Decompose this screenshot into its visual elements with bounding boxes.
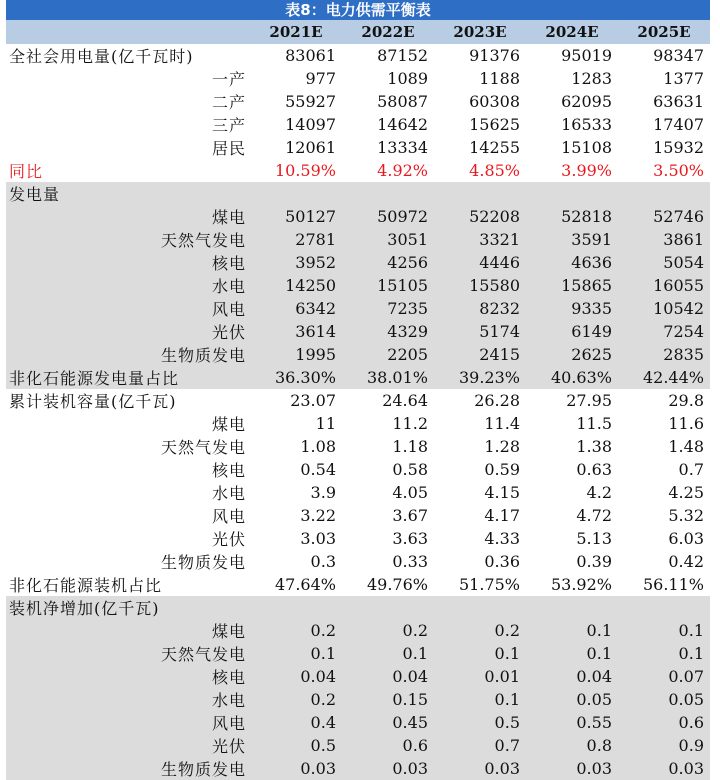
row-value-2022E: 3.63 — [392, 529, 428, 548]
row-value-2022E: 0.33 — [392, 552, 428, 571]
row-value-2023E: 0.03 — [434, 757, 526, 780]
row-label: 同比 — [9, 162, 44, 181]
row-value-2022E: 87152 — [377, 46, 428, 65]
row-value-2025E: 29.8 — [668, 391, 704, 410]
row-value-2025E: 5054 — [618, 251, 710, 274]
row-value-2025E: 0.1 — [618, 619, 710, 642]
row-value-2025E: 4.25 — [668, 483, 704, 502]
row-value-2022E — [342, 182, 434, 205]
row-value-2024E: 16533 — [561, 115, 612, 134]
row-value-2022E: 58087 — [377, 92, 428, 111]
table-row — [6, 44, 710, 67]
row-value-2025E: 0.6 — [618, 711, 710, 734]
row-value-2021E: 0.1 — [250, 642, 342, 665]
table-row — [6, 320, 710, 343]
row-value-2024E: 0.55 — [526, 711, 618, 734]
row-value-2021E: 0.04 — [250, 665, 342, 688]
row-value-2021E: 23.07 — [290, 391, 336, 410]
row-label: 光伏 — [211, 530, 246, 549]
row-value-2021E — [250, 182, 342, 205]
row-label: 生物质发电 — [6, 757, 250, 780]
row-value-2023E: 0.59 — [484, 460, 520, 479]
row-value-2022E: 0.1 — [342, 642, 434, 665]
row-value-2024E: 1283 — [571, 69, 612, 88]
row-label: 发电量 — [6, 182, 250, 205]
table-row — [6, 90, 710, 113]
row-value-2021E: 0.3 — [310, 552, 336, 571]
row-value-2021E: 47.64% — [274, 575, 336, 594]
table-row — [6, 757, 710, 780]
row-value-2024E: 0.63 — [576, 460, 612, 479]
row-value-2022E: 4256 — [342, 251, 434, 274]
row-label: 天然气发电 — [160, 438, 246, 457]
table-row — [6, 389, 710, 412]
row-value-2023E: 4.15 — [484, 483, 520, 502]
row-value-2021E: 0.4 — [250, 711, 342, 734]
row-value-2024E: 4636 — [526, 251, 618, 274]
table-row — [6, 596, 710, 619]
row-value-2025E: 17407 — [653, 115, 704, 134]
row-value-2023E: 39.23% — [434, 366, 526, 389]
row-value-2021E: 55927 — [285, 92, 336, 111]
row-value-2021E: 36.30% — [250, 366, 342, 389]
table-row — [6, 412, 710, 435]
table-row — [6, 642, 710, 665]
row-value-2021E: 0.2 — [250, 619, 342, 642]
row-value-2024E — [526, 182, 618, 205]
row-value-2021E: 977 — [305, 69, 336, 88]
table-row — [6, 504, 710, 527]
row-label: 三产 — [211, 116, 246, 135]
row-value-2022E: 0.15 — [342, 688, 434, 711]
table-row — [6, 159, 710, 182]
row-label: 一产 — [211, 70, 246, 89]
row-value-2022E: 13334 — [377, 138, 428, 157]
header-cell-label — [6, 20, 250, 44]
row-value-2023E: 2415 — [434, 343, 526, 366]
row-value-2024E: 5.13 — [576, 529, 612, 548]
row-value-2022E: 7235 — [342, 297, 434, 320]
row-value-2024E: 95019 — [561, 46, 612, 65]
table-row — [6, 297, 710, 320]
row-value-2025E: 63631 — [653, 92, 704, 111]
table-row — [6, 136, 710, 159]
row-value-2022E: 49.76% — [366, 575, 428, 594]
row-value-2025E: 0.7 — [678, 460, 704, 479]
row-value-2023E: 14255 — [469, 138, 520, 157]
row-value-2023E: 52208 — [434, 205, 526, 228]
row-value-2024E: 53.92% — [550, 575, 612, 594]
power-balance-table-frame — [6, 0, 710, 779]
row-value-2025E: 0.42 — [668, 552, 704, 571]
row-value-2021E: 3.9 — [310, 483, 336, 502]
row-value-2021E: 10.59% — [274, 161, 336, 180]
row-value-2023E: 0.1 — [434, 642, 526, 665]
row-value-2024E: 11.5 — [576, 414, 612, 433]
row-value-2022E: 38.01% — [342, 366, 434, 389]
row-value-2023E: 5174 — [434, 320, 526, 343]
row-value-2023E: 8232 — [434, 297, 526, 320]
row-value-2021E: 83061 — [285, 46, 336, 65]
row-value-2024E: 3.99% — [561, 161, 612, 180]
row-value-2025E: 0.1 — [618, 642, 710, 665]
header-cell-2024: 2024E — [526, 20, 618, 44]
row-value-2021E: 1.08 — [300, 437, 336, 456]
row-label: 天然气发电 — [6, 228, 250, 251]
row-value-2021E: 50127 — [250, 205, 342, 228]
table-row — [6, 573, 710, 596]
row-label: 非化石能源装机占比 — [9, 576, 163, 595]
row-value-2022E: 50972 — [342, 205, 434, 228]
table-row — [6, 458, 710, 481]
row-value-2024E: 9335 — [526, 297, 618, 320]
table-row — [6, 665, 710, 688]
row-value-2022E: 24.64 — [382, 391, 428, 410]
header-cell-2021: 2021E — [250, 20, 342, 44]
row-value-2022E: 4.92% — [377, 161, 428, 180]
row-value-2024E: 2625 — [526, 343, 618, 366]
row-value-2022E: 0.04 — [342, 665, 434, 688]
row-value-2022E: 11.2 — [392, 414, 428, 433]
row-value-2024E: 4.72 — [576, 506, 612, 525]
row-value-2023E: 0.7 — [434, 734, 526, 757]
table-row — [6, 734, 710, 757]
row-value-2021E: 1995 — [250, 343, 342, 366]
header-cell-2022: 2022E — [342, 20, 434, 44]
row-value-2022E: 3.67 — [392, 506, 428, 525]
row-value-2024E: 0.8 — [526, 734, 618, 757]
row-value-2023E: 60308 — [469, 92, 520, 111]
row-label: 水电 — [6, 274, 250, 297]
header-row — [6, 20, 710, 44]
row-value-2024E: 4.2 — [586, 483, 612, 502]
row-value-2022E: 4329 — [342, 320, 434, 343]
row-value-2021E: 0.03 — [250, 757, 342, 780]
row-label: 非化石能源发电量占比 — [6, 366, 250, 389]
row-value-2025E: 0.07 — [618, 665, 710, 688]
row-value-2021E: 2781 — [250, 228, 342, 251]
row-value-2024E: 0.03 — [526, 757, 618, 780]
row-label: 装机净增加(亿千瓦) — [6, 596, 250, 619]
row-label: 核电 — [6, 665, 250, 688]
row-value-2023E: 4.85% — [469, 161, 520, 180]
row-value-2024E: 6149 — [526, 320, 618, 343]
table-row — [6, 366, 710, 389]
table-row — [6, 688, 710, 711]
row-value-2022E: 15105 — [342, 274, 434, 297]
row-value-2023E: 0.01 — [434, 665, 526, 688]
row-value-2025E: 15932 — [653, 138, 704, 157]
row-value-2024E: 0.1 — [526, 619, 618, 642]
row-value-2024E: 15108 — [561, 138, 612, 157]
row-label: 全社会用电量(亿千瓦时) — [9, 47, 194, 66]
row-value-2023E — [434, 182, 526, 205]
row-value-2023E: 15580 — [434, 274, 526, 297]
row-value-2025E: 5.32 — [668, 506, 704, 525]
row-value-2025E: 0.03 — [618, 757, 710, 780]
row-value-2022E: 0.58 — [392, 460, 428, 479]
row-label: 光伏 — [6, 320, 250, 343]
row-value-2024E: 62095 — [561, 92, 612, 111]
row-value-2024E: 52818 — [526, 205, 618, 228]
row-value-2023E: 1188 — [479, 69, 520, 88]
row-value-2022E: 1.18 — [392, 437, 428, 456]
table-title: 表8：电力供需平衡表 — [6, 0, 710, 20]
table-row — [6, 113, 710, 136]
row-value-2021E: 6342 — [250, 297, 342, 320]
row-value-2025E — [618, 182, 710, 205]
table-row — [6, 481, 710, 504]
row-value-2025E: 16055 — [618, 274, 710, 297]
row-value-2024E: 3591 — [526, 228, 618, 251]
row-value-2025E: 52746 — [618, 205, 710, 228]
row-label: 二产 — [211, 93, 246, 112]
row-value-2025E: 7254 — [618, 320, 710, 343]
row-value-2025E: 10542 — [618, 297, 710, 320]
row-value-2024E: 40.63% — [526, 366, 618, 389]
row-label: 核电 — [211, 461, 246, 480]
row-value-2023E: 15625 — [469, 115, 520, 134]
row-value-2023E: 51.75% — [458, 575, 520, 594]
row-value-2025E: 0.05 — [618, 688, 710, 711]
row-value-2024E: 0.39 — [576, 552, 612, 571]
row-value-2021E: 14097 — [285, 115, 336, 134]
row-value-2022E: 14642 — [377, 115, 428, 134]
table-row — [6, 619, 710, 642]
row-value-2022E: 0.6 — [342, 734, 434, 757]
table-body — [6, 44, 710, 780]
row-value-2024E: 0.05 — [526, 688, 618, 711]
row-value-2021E: 3614 — [250, 320, 342, 343]
row-value-2025E: 3.50% — [653, 161, 704, 180]
row-value-2021E: 12061 — [285, 138, 336, 157]
row-label: 风电 — [211, 507, 246, 526]
row-value-2021E: 0.5 — [250, 734, 342, 757]
row-value-2025E: 0.9 — [618, 734, 710, 757]
table-row — [6, 550, 710, 573]
table-row — [6, 527, 710, 550]
row-value-2025E: 2835 — [618, 343, 710, 366]
row-value-2021E: 14250 — [250, 274, 342, 297]
row-value-2022E: 0.03 — [342, 757, 434, 780]
row-value-2023E: 91376 — [469, 46, 520, 65]
row-value-2023E: 26.28 — [474, 391, 520, 410]
row-value-2023E: 4446 — [434, 251, 526, 274]
row-value-2024E: 27.95 — [566, 391, 612, 410]
row-value-2022E — [342, 596, 434, 619]
row-value-2025E: 1377 — [663, 69, 704, 88]
row-value-2023E: 0.1 — [434, 688, 526, 711]
header-cell-2023: 2023E — [434, 20, 526, 44]
row-value-2023E: 11.4 — [484, 414, 520, 433]
row-value-2025E: 11.6 — [668, 414, 704, 433]
row-value-2025E: 98347 — [653, 46, 704, 65]
row-value-2025E: 1.48 — [668, 437, 704, 456]
row-value-2023E: 0.2 — [434, 619, 526, 642]
row-value-2024E — [526, 596, 618, 619]
table-row — [6, 711, 710, 734]
row-value-2023E: 1.28 — [484, 437, 520, 456]
row-label: 累计装机容量(亿千瓦) — [9, 392, 177, 411]
row-value-2025E: 6.03 — [668, 529, 704, 548]
row-value-2023E: 4.17 — [484, 506, 520, 525]
table-row — [6, 343, 710, 366]
row-value-2023E: 0.36 — [484, 552, 520, 571]
row-value-2021E: 3952 — [250, 251, 342, 274]
row-value-2024E: 15865 — [526, 274, 618, 297]
table-row — [6, 228, 710, 251]
row-value-2022E: 0.2 — [342, 619, 434, 642]
row-value-2023E — [434, 596, 526, 619]
row-label: 煤电 — [211, 415, 246, 434]
row-value-2021E: 3.03 — [300, 529, 336, 548]
row-value-2022E: 3051 — [342, 228, 434, 251]
row-value-2022E: 0.45 — [342, 711, 434, 734]
row-value-2025E: 56.11% — [642, 575, 704, 594]
row-value-2025E — [618, 596, 710, 619]
row-value-2023E: 4.33 — [484, 529, 520, 548]
table-row — [6, 182, 710, 205]
row-value-2025E: 3861 — [618, 228, 710, 251]
row-value-2024E: 0.1 — [526, 642, 618, 665]
table-row — [6, 205, 710, 228]
row-label: 煤电 — [6, 205, 250, 228]
row-label: 风电 — [6, 711, 250, 734]
row-label: 生物质发电 — [6, 343, 250, 366]
row-label: 天然气发电 — [6, 642, 250, 665]
table-row — [6, 274, 710, 297]
row-value-2021E: 0.2 — [250, 688, 342, 711]
row-value-2022E: 4.05 — [392, 483, 428, 502]
row-label: 煤电 — [6, 619, 250, 642]
table-row — [6, 67, 710, 90]
row-label: 生物质发电 — [160, 553, 246, 572]
row-label: 风电 — [6, 297, 250, 320]
row-label: 水电 — [211, 484, 246, 503]
row-value-2021E: 0.54 — [300, 460, 336, 479]
header-cell-2025: 2025E — [618, 20, 710, 44]
power-balance-table — [6, 20, 710, 780]
row-label: 水电 — [6, 688, 250, 711]
row-value-2024E: 0.04 — [526, 665, 618, 688]
row-value-2021E: 11 — [315, 414, 336, 433]
row-value-2023E: 0.5 — [434, 711, 526, 734]
row-label: 居民 — [211, 139, 246, 158]
row-value-2021E: 3.22 — [300, 506, 336, 525]
row-label: 核电 — [6, 251, 250, 274]
row-label: 光伏 — [6, 734, 250, 757]
row-value-2022E: 1089 — [387, 69, 428, 88]
table-row — [6, 435, 710, 458]
row-value-2024E: 1.38 — [576, 437, 612, 456]
row-value-2022E: 2205 — [342, 343, 434, 366]
row-value-2023E: 3321 — [434, 228, 526, 251]
row-value-2025E: 42.44% — [618, 366, 710, 389]
row-value-2021E — [250, 596, 342, 619]
table-row — [6, 251, 710, 274]
